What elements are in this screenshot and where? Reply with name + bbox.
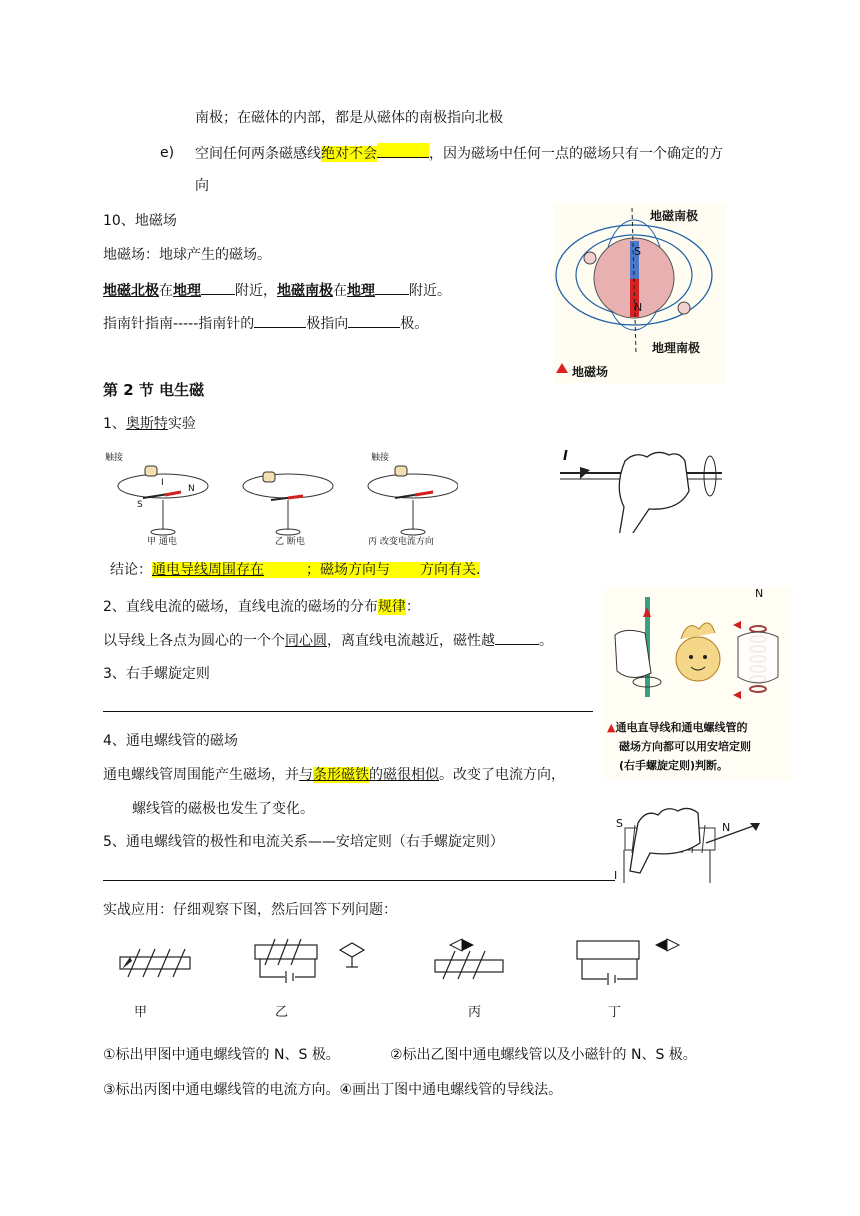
solenoid-description-2: 螺线管的磁极也发生了变化。 [132,801,314,817]
figure-caption-1: ▲通电直导线和通电螺线管的 [607,721,748,734]
practice-label-3: 丙 [468,1005,482,1020]
geomagnetic-south-label: 地磁南极 [650,209,699,223]
straight-current-heading: 2、直线电流的磁场，直线电流的磁场的分布规律： [103,599,420,615]
oersted-figure [103,448,458,548]
oersted-heading: 1、奥斯特实验 [103,416,196,432]
solenoid-n-label: N [755,587,764,600]
geographic-south-label: 地理南极 [652,341,701,355]
question-3-4: ③标出丙图中通电螺线管的电流方向。④画出丁图中通电螺线管的导线法。 [103,1082,563,1098]
figure-caption: 地磁场 [572,365,609,379]
right-hand-rule-heading: 3、右手螺旋定则 [103,666,210,682]
blank[interactable] [201,280,235,295]
question-2: ②标出乙图中通电螺线管以及小磁针的 N、S 极。 [390,1047,697,1063]
answer-line[interactable] [103,711,593,712]
oersted-sub-1: 甲 通电 [147,537,177,547]
practice-label-1: 甲 [134,1005,148,1020]
item-marker-e: e) [160,145,175,161]
section-title-electromagnetism: 第 2 节 电生磁 [103,381,205,399]
magnet-s-label: S [634,245,641,258]
solenoid-current-label: I [614,869,618,882]
solenoid-hand-figure [610,803,770,888]
figure-caption-3: (右手螺旋定则)判断。 [619,759,729,772]
text-line-continuation: 向 [195,178,209,194]
ampere-rule-figure [603,587,791,780]
switch-label: 触接 [105,453,124,463]
current-label: I [161,478,164,488]
wire-current-label: I [563,449,568,464]
blank[interactable] [348,313,400,328]
blank[interactable] [254,313,306,328]
oersted-sub-3: 丙 改变电流方向 [368,537,434,547]
oersted-sub-2: 乙 断电 [275,537,305,547]
ampere-rule-heading: 5、通电螺线管的极性和电流关系——安培定则（右手螺旋定则） [103,834,504,850]
switch-label: 触接 [371,453,390,463]
solenoid-description: 通电螺线管周围能产生磁场，并与条形磁铁的磁很相似。改变了电流方向， [103,767,565,783]
practice-intro: 实战应用：仔细观察下图，然后回答下列问题： [103,902,397,918]
practice-diagrams [110,935,710,1025]
practice-label-4: 丁 [608,1005,622,1020]
geomagnetic-definition: 地磁场：地球产生的磁场。 [103,247,271,263]
section-heading-geomagnetic: 10、地磁场 [103,213,177,229]
blank[interactable] [375,280,409,295]
blank[interactable] [495,630,539,645]
figure-caption-2: 磁场方向都可以用安培定则 [619,740,751,753]
solenoid-s-label: S [616,817,623,830]
concentric-circles-line: 以导线上各点为圆心的一个个同心圆，离直线电流越近，磁性越 。 [103,630,553,651]
needle-n-label: N [188,484,195,494]
geomagnetic-figure [554,203,726,383]
magnet-n-label: N [634,301,643,314]
needle-s-label: S [137,500,143,510]
text-line-field-lines: 空间任何两条磁感线绝对不会 ，因为磁场中任何一点的磁场只有一个确定的方 [195,143,723,164]
question-1: ①标出甲图中通电螺线管的 N、S 极。 [103,1047,340,1063]
answer-line[interactable] [103,880,615,881]
compass-line: 指南针指南-----指南针的 极指向 极。 [103,313,428,334]
geomagnetic-poles-line: 地磁北极在地理 附近，地磁南极在地理 附近。 [103,280,451,301]
blank[interactable] [377,143,429,158]
practice-label-2: 乙 [275,1005,289,1020]
solenoid-n-label: N [722,821,731,834]
text-line-south-pole: 南极；在磁体的内部，都是从磁体的南极指向北极 [195,110,503,126]
conclusion-line: 结论：通电导线周围存在 ；磁场方向与 方向有关. [110,562,481,578]
right-hand-wire-figure [560,443,722,533]
solenoid-heading: 4、通电螺线管的磁场 [103,733,238,749]
